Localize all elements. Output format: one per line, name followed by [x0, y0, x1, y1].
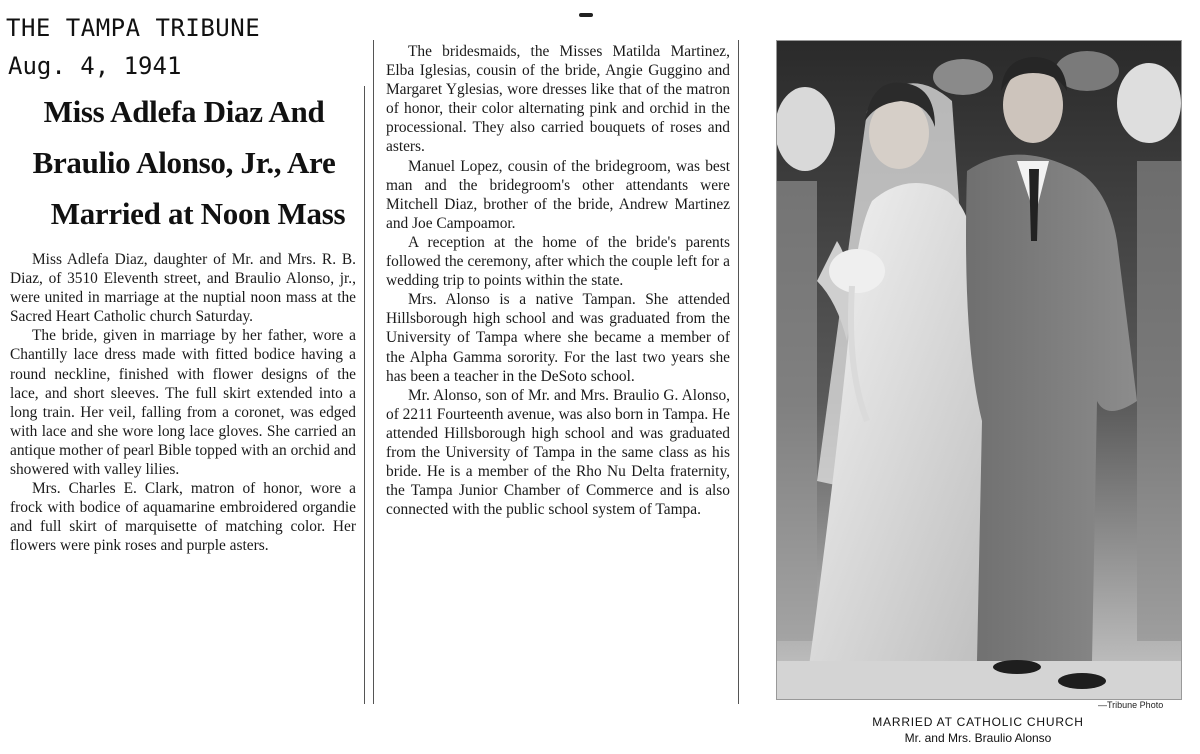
paragraph-matron-of-honor: Mrs. Charles E. Clark, matron of honor, wore a frock with bodice of aquamarine embroidered organdie and full skirt of marquisette of matching color. Her flowers were pink roses and purple asters. — [10, 480, 356, 555]
article-headline — [8, 86, 360, 239]
paragraph-bridesmaids: The bridesmaids, the Misses Matilda Martinez, Elba Iglesias, cousin of the bride, Angie Guggino and Margaret Yglesias, wore dresses like that of the matron of honor, their color alternating pink and orchid in the processional. They also carried bouquets of roses and asters. — [386, 43, 730, 156]
column-rule-middle — [373, 40, 374, 704]
photo-credit: —Tribune Photo — [1098, 700, 1164, 710]
column-marker — [579, 13, 593, 17]
paragraph-wedding-intro: Miss Adlefa Diaz, daughter of Mr. and Mrs. R. B. Diaz, of 3510 Eleventh street, and Braulio Alonso, jr., were united in marriage at the nuptial noon mass at the Sacred Heart Catholic church Saturday. — [10, 251, 356, 326]
paragraph-bride-bio: Mrs. Alonso is a native Tampan. She attended Hillsborough high school and was graduated from the University of Tampa where she became a member of the Alpha Gamma sorority. For the last two years she has been a teacher in the DeSoto school. — [386, 291, 730, 385]
wedding-photo — [776, 40, 1182, 700]
article-column-2 — [386, 42, 730, 519]
wedding-photo-illustration — [777, 41, 1181, 699]
headline-line-3: Married at Noon Mass — [50, 196, 346, 231]
paragraph-reception: A reception at the home of the bride's parents followed the ceremony, after which the couple left for a wedding trip to points within the state. — [386, 233, 730, 290]
column-rule-left — [364, 86, 365, 704]
publication-date: Aug. 4, 1941 — [8, 52, 182, 80]
headline-line-1: Miss Adlefa Diaz And — [43, 94, 325, 129]
newspaper-name: THE TAMPA TRIBUNE — [6, 14, 261, 42]
column-rule-right — [738, 40, 739, 704]
paragraph-groom-bio: Mr. Alonso, son of Mr. and Mrs. Braulio G. Alonso, of 2211 Fourteenth avenue, was also born in Tampa. He attended Hillsborough high school and was graduated from the University of Tampa in the same class as his bride. He is a member of the Rho Nu Delta fraternity, the Tampa Junior Chamber of Commerce and is also connected with the public school system of Tampa. — [386, 386, 730, 519]
photo-caption-title: MARRIED AT CATHOLIC CHURCH — [872, 715, 1084, 729]
photo-caption-subtitle: Mr. and Mrs. Braulio Alonso — [904, 731, 1052, 745]
paragraph-best-man: Manuel Lopez, cousin of the bridegroom, was best man and the bridegroom's other attendants were Mitchell Diaz, brother of the bride, Andrew Martinez and Joe Campoamor. — [386, 157, 730, 232]
article-column-1 — [10, 250, 356, 556]
headline-line-2: Braulio Alonso, Jr., Are — [32, 145, 336, 180]
paragraph-bride-dress: The bride, given in marriage by her father, wore a Chantilly lace dress made with fitted bodice having a round neckline, finished with flower designs of the lace, and short sleeves. The full skirt extended into a long train. Her veil, falling from a coronet, was edged with lace and she wore long lace gloves. She carried an antique mother of pearl Bible topped with an orchid and showered with valley lilies. — [10, 327, 356, 479]
